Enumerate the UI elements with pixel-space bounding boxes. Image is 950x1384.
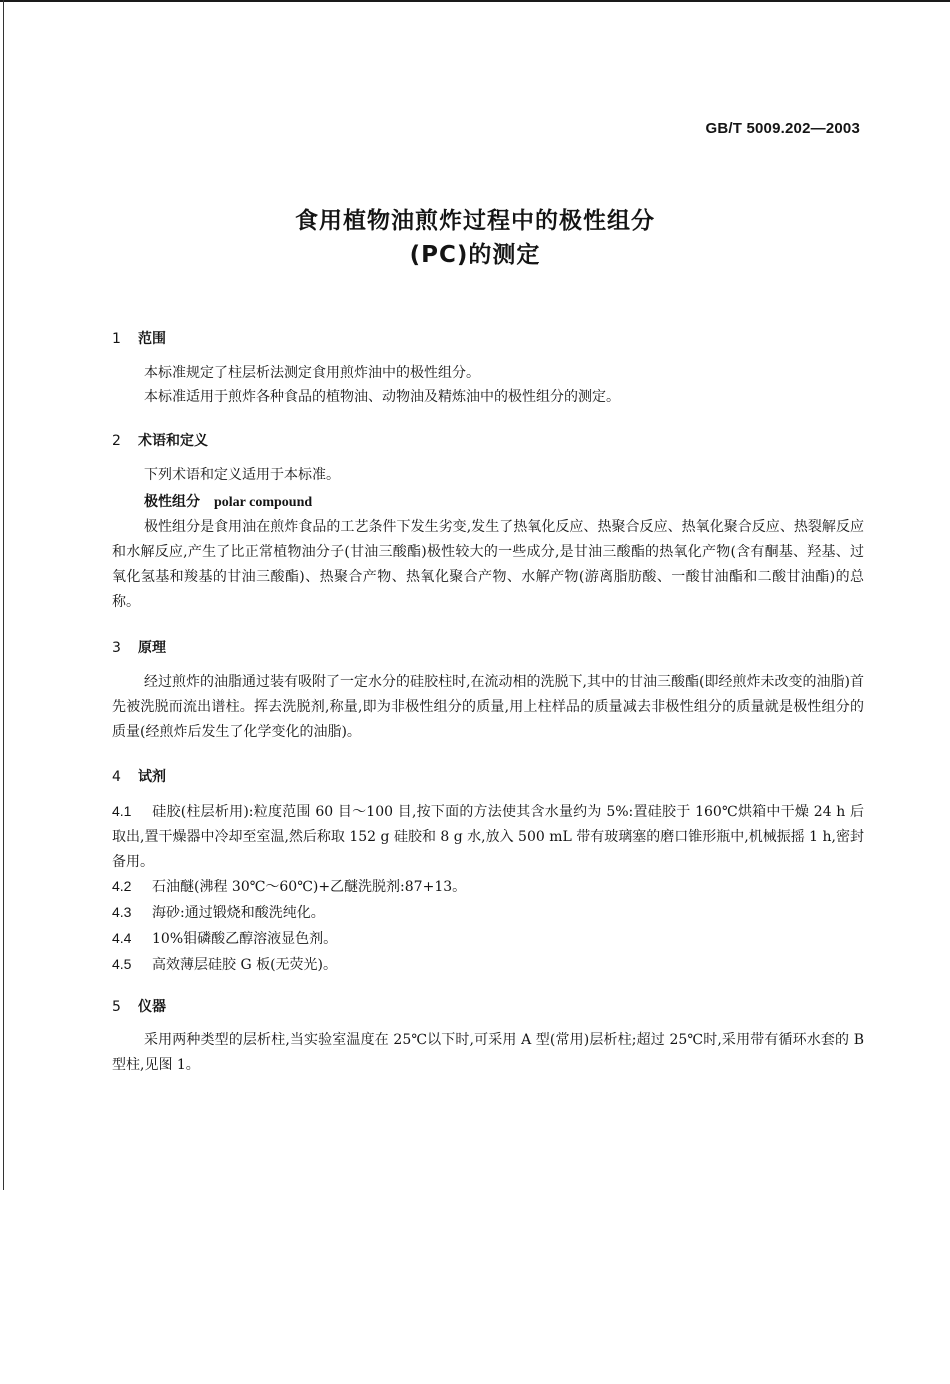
clause-4-4 bbox=[112, 926, 864, 952]
section-3-paragraph: 经过煎炸的油脂通过装有吸附了一定水分的硅胶柱时,在流动相的洗脱下,其中的甘油三酸酯(即经煎炸未改变的油脂)首先被洗脱而流出谱柱。挥去洗脱剂,称量,即为非极性组分的质量,用上柱样品的质量减去非极性组分的质量就是极性组分的质量(经煎炸后发生了化学变化的油脂)。 bbox=[112, 674, 864, 740]
section-2-heading bbox=[112, 430, 208, 450]
section-title: 范围 bbox=[138, 331, 166, 347]
section-number: 5 bbox=[112, 999, 121, 1015]
clause-4-3 bbox=[112, 900, 864, 926]
clause-number: 4.4 bbox=[112, 930, 132, 946]
document-id: GB/T 5009.202—2003 bbox=[705, 120, 860, 137]
section-number: 4 bbox=[112, 769, 121, 785]
clause-4-1 bbox=[112, 799, 864, 875]
clause-text: 海砂:通过锻烧和酸洗纯化。 bbox=[152, 905, 325, 921]
term-english: polar compound bbox=[214, 495, 313, 510]
section-title: 术语和定义 bbox=[138, 433, 208, 449]
section-1-paragraph-2: 本标准适用于煎炸各种食品的植物油、动物油及精炼油中的极性组分的测定。 bbox=[144, 389, 620, 405]
section-title: 仪器 bbox=[138, 999, 166, 1015]
clause-number: 4.2 bbox=[112, 878, 132, 894]
section-number: 3 bbox=[112, 640, 121, 656]
clause-number: 4.1 bbox=[112, 803, 132, 819]
clause-4-5 bbox=[112, 952, 864, 978]
document-title bbox=[0, 204, 950, 272]
section-5-paragraph: 采用两种类型的层析柱,当实验室温度在 25℃以下时,可采用 A 型(常用)层析柱;超过 25℃时,采用带有循环水套的 B 型柱,见图 1。 bbox=[112, 1032, 864, 1073]
scan-edge-top bbox=[0, 0, 950, 2]
section-title: 试剂 bbox=[138, 769, 166, 785]
section-number: 1 bbox=[112, 331, 121, 347]
term-chinese: 极性组分 bbox=[144, 494, 200, 510]
clause-text: 硅胶(柱层析用):粒度范围 60 目～100 目,按下面的方法使其含水量约为 5%:置硅胶于 160℃烘箱中干燥 24 h 后取出,置干燥器中冷却至室温,然后称取 152 g 硅胶和 8 g 水,放入 500 mL 带有玻璃塞的磨口锥形瓶中,机械振摇 1 h,密封备用。 bbox=[112, 804, 864, 870]
section-title: 原理 bbox=[138, 640, 166, 656]
clause-number: 4.3 bbox=[112, 904, 132, 920]
clause-text: 高效薄层硅胶 G 板(无荧光)。 bbox=[152, 957, 338, 973]
clause-number: 4.5 bbox=[112, 956, 132, 972]
clause-4-2 bbox=[112, 874, 864, 900]
title-line-1: 食用植物油煎炸过程中的极性组分 bbox=[295, 208, 655, 234]
section-3-heading bbox=[112, 637, 166, 657]
title-line-2: (PC)的测定 bbox=[409, 242, 541, 268]
term-definition: 极性组分是食用油在煎炸食品的工艺条件下发生劣变,发生了热氧化反应、热聚合反应、热氧化聚合反应、热裂解反应和水解反应,产生了比正常植物油分子(甘油三酸酯)极性较大的一些成分,是甘油三酸酯的热氧化产物(含有酮基、羟基、过氧化氢基和羧基的甘油三酸酯)、热聚合产物、热氧化聚合产物、水解产物(游离脂肪酸、一酸甘油酯和二酸甘油酯)的总称。 bbox=[112, 519, 864, 610]
section-number: 2 bbox=[112, 433, 121, 449]
section-2-intro: 下列术语和定义适用于本标准。 bbox=[144, 467, 340, 483]
clause-text: 10%钼磷酸乙醇溶液显色剂。 bbox=[152, 931, 338, 947]
scan-edge-left bbox=[3, 0, 4, 1190]
section-1-heading bbox=[112, 328, 166, 348]
section-4-heading bbox=[112, 766, 166, 786]
section-1-paragraph-1: 本标准规定了柱层析法测定食用煎炸油中的极性组分。 bbox=[144, 365, 480, 381]
clause-text: 石油醚(沸程 30℃～60℃)+乙醚洗脱剂:87+13。 bbox=[152, 879, 467, 895]
term-entry bbox=[144, 491, 312, 511]
section-5-heading bbox=[112, 996, 166, 1016]
